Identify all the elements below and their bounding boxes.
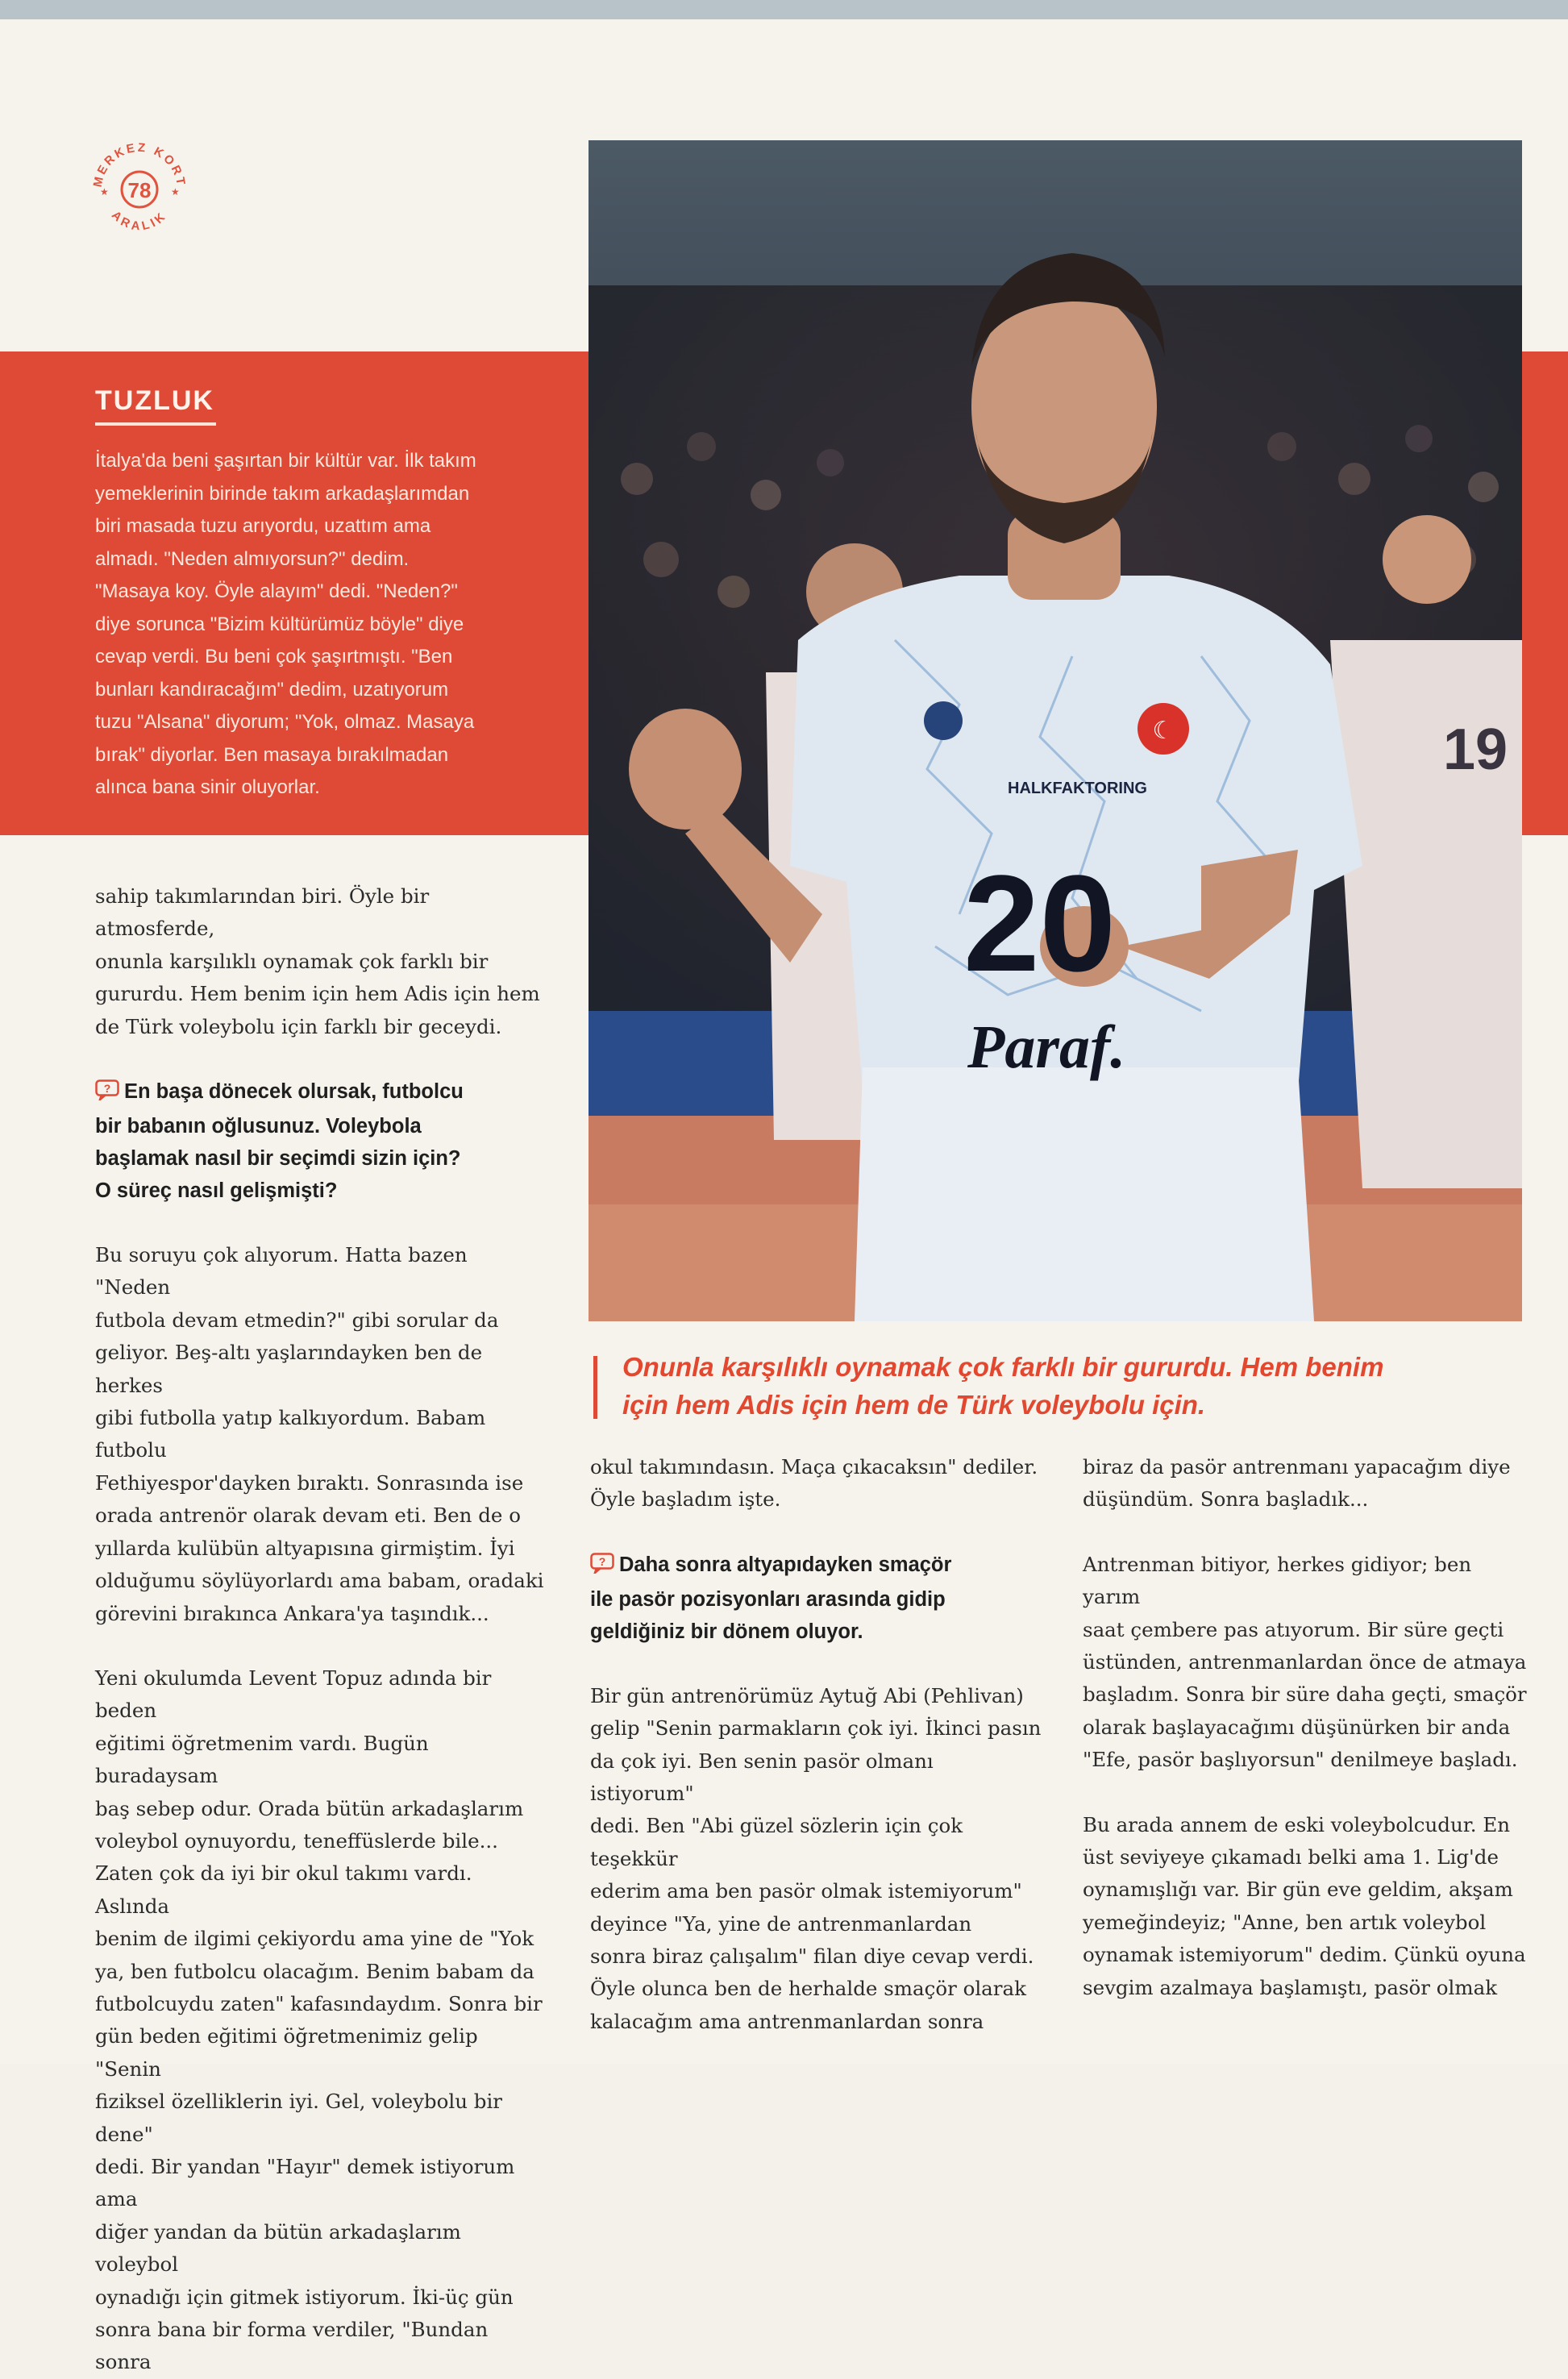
text-line: üstünden, antrenmanlardan önce de atmaya [1083,1650,1527,1674]
jersey-brand: Paraf. [967,1013,1126,1081]
quote-line: için hem Adis için hem de Türk voleybolu için. [622,1390,1206,1420]
paragraph [1083,1451,1534,1516]
text-line: cevap verdi. Bu beni çok şaşırtmıştı. "Ben [95,646,453,668]
text-line: dedi. Bir yandan "Hayır" demek istiyorum ama [95,2155,515,2211]
player-photo [589,140,1522,1321]
text-line: Daha sonra altyapıdayken smaçör [619,1553,952,1576]
merkez-kort-badge [87,137,192,242]
text-line: almadı. "Neden almıyorsun?" dedim. [95,547,410,570]
text-line: futbolcuydu zaten" kafasındaydım. Sonra bir [95,1991,543,2015]
back-player-number: 19 [1443,717,1508,782]
paragraph [1083,1549,1534,1777]
text-line: kalacağım ama antrenmanlardan sonra [590,2009,984,2033]
text-line: düşündüm. Sonra başladık... [1083,1487,1369,1512]
paragraph [95,1239,547,1630]
text-line: benim de ilgimi çekiyordu ama yine de "Yok [95,1927,534,1951]
text-line: İtalya'da beni şaşırtan bir kültür var. İlk takım [95,450,476,472]
svg-text:?: ? [103,1082,111,1096]
question-icon [95,1078,119,1110]
text-line: gün beden eğitimi öğretmenimiz gelip "Senin [95,2024,478,2081]
text-line: ile pasör pozisyonları arasında gidip [590,1587,946,1611]
text-line: "Masaya koy. Öyle alayım" dedi. "Neden?" [95,580,458,602]
text-line: sonra biraz çalışalım" filan diye cevap verdi. [590,1944,1034,1969]
text-line: geliyor. Beş-altı yaşlarındayken ben de herkes [95,1341,483,1397]
text-line: ederim ama ben pasör olmak istemiyorum" [590,1879,1022,1903]
text-line: alınca bana sinir oluyorlar. [95,776,320,798]
text-line: Yeni okulumda Levent Topuz adında bir beden [95,1666,492,1723]
text-line: Bu arada annem de eski voleybolcudur. En [1083,1812,1511,1836]
text-line: Zaten çok da iyi bir okul takımı vardı. Aslında [95,1861,472,1918]
text-line: Bir gün antrenörümüz Aytuğ Abi (Pehlivan) [590,1683,1024,1707]
text-line: Antrenman bitiyor, herkes gidiyor; ben yarım [1083,1552,1472,1609]
text-line: başladım. Sonra bir süre daha geçti, smaçör [1083,1682,1527,1707]
scan-top-edge [0,0,1568,19]
text-line: biraz da pasör antrenmanı yapacağım diye [1083,1455,1511,1479]
text-line: yemeğindeyiz; "Anne, ben artık voleybol [1083,1910,1487,1934]
text-line: onunla karşılıklı oynamak çok farklı bir [95,949,489,973]
text-line: orada antrenör olarak devam eti. Ben de o [95,1504,521,1528]
text-line: olarak başlayacağımı düşünürken bir anda [1083,1715,1511,1739]
text-line: dedi. Ben "Abi güzel sözlerin için çok teşekkür [590,1814,963,1870]
quote-line: Onunla karşılıklı oynamak çok farklı bir gururdu. Hem benim [622,1352,1384,1382]
text-line: görevini bırakınca Ankara'ya taşındık... [95,1601,489,1625]
article-column-1 [95,880,547,2379]
text-line: sevgim azalmaya başlamıştı, pasör olmak [1083,1975,1498,1999]
jersey-sponsor: HALKFAKTORING [1008,780,1147,797]
text-line: oynadığı için gitmek istiyorum. İki-üç gün [95,2285,514,2309]
text-line: Öyle olunca ben de herhalde smaçör olarak [590,1977,1026,2001]
text-line: deyince "Ya, yine de antrenmanlardan [590,1911,972,1936]
text-line: saat çembere pas atıyorum. Bir süre geçti [1083,1617,1504,1641]
svg-text:★: ★ [171,186,180,198]
badge-number: 78 [127,178,152,202]
text-line: ya, ben futbolcu olacağım. Benim babam da [95,1959,534,1983]
tuzluk-text [95,445,547,805]
text-line: eğitimi öğretmenim vardı. Bugün buradaysam [95,1731,429,1788]
paragraph [95,1662,547,2379]
paragraph [95,880,547,1043]
text-line: "Efe, pasör başlıyorsun" denilmeye başladı. [1083,1748,1518,1772]
text-line: En başa dönecek olursak, futbolcu [124,1080,464,1104]
text-line: diğer yandan da bütün arkadaşlarım voleybol [95,2219,461,2277]
text-line: de Türk voleybolu için farklı bir geceydi. [95,1014,502,1038]
text-line: geldiğiniz bir dönem oluyor. [590,1620,863,1643]
text-line: O süreç nasıl gelişmişti? [95,1179,338,1203]
text-line: yıllarda kulübün altyapısına girmiştim. İyi [95,1536,515,1560]
pull-quote [622,1348,1525,1424]
svg-text:★: ★ [100,186,109,198]
text-line: futbola devam etmedin?" gibi sorular da [95,1308,499,1332]
question-icon [590,1551,614,1583]
text-line: başlamak nasıl bir seçimdi sizin için? [95,1147,461,1171]
text-line: sonra bana bir forma verdiler, "Bundan sonra [95,2318,489,2374]
text-line: gibi futbolla yatıp kalkıyordum. Babam futbolu [95,1406,486,1462]
text-line: oynamak istemiyorum" dedim. Çünkü oyuna [1083,1943,1526,1967]
text-line: bir babanın oğlusunuz. Voleybola [95,1115,422,1138]
text-line: olduğumu söylüyorlardı ama babam, oradaki [95,1569,544,1593]
tuzluk-underline [95,422,216,426]
text-line: oynamışlığı var. Bir gün eve geldim, akşam [1083,1878,1513,1902]
text-line: tuzu "Alsana" diyorum; "Yok, olmaz. Masaya [95,711,475,733]
text-line: üst seviyeye çıkamadı belki ama 1. Lig'de [1083,1845,1499,1870]
text-line: sahip takımlarından biri. Öyle bir atmosferde, [95,884,430,941]
text-line: Bu soruyu çok alıyorum. Hatta bazen "Neden [95,1243,468,1300]
text-line: fiziksel özelliklerin iyi. Gel, voleybolu bir dene" [95,2090,502,2146]
text-line: da çok iyi. Ben senin pasör olmanı istiyorum" [590,1749,934,1806]
text-line: bunları kandıracağım" dedim, uzatıyorum [95,678,449,701]
svg-text:ARALIK [109,208,170,233]
jersey-number: 20 [963,847,1117,1000]
paragraph [590,1451,1042,1516]
badge-bottom-text: ARALIK [109,208,170,234]
text-line: Öyle başladım işte. [590,1487,781,1512]
interview-question [95,1075,547,1207]
text-line: yemeklerinin birinde takım arkadaşlarımdan [95,482,470,505]
text-line: diye sorunca "Bizim kültürümüz böyle" diye [95,613,464,635]
paragraph [1083,1809,1534,2004]
text-line: okul takımındasın. Maça çıkacaksın" dediler. [590,1455,1038,1479]
article-column-3 [1083,1451,1534,2004]
text-line: biri masada tuzu arıyordu, uzattım ama [95,515,431,537]
quote-bar [593,1356,597,1419]
interview-question [590,1549,1042,1648]
text-line: voleybol oynuyordu, teneffüslerde bile... [95,1828,498,1853]
text-line: gururdu. Hem benim için hem Adis için hem [95,982,540,1006]
text-line: bırak" diyorlar. Ben masaya bırakılmadan [95,743,449,766]
text-line: baş sebep odur. Orada bütün arkadaşlarım [95,1796,524,1820]
text-line: Fethiyespor'dayken bıraktı. Sonrasında ise [95,1470,524,1495]
tuzluk-title: TUZLUK [95,385,214,416]
svg-text:?: ? [598,1554,606,1568]
svg-text:☾: ☾ [1152,717,1175,745]
text-line: gelip "Senin parmakların çok iyi. İkinci pasın [590,1716,1042,1741]
badge-top-text: MERKEZ KORT [90,140,189,189]
article-column-2 [590,1451,1042,2038]
red-band-right [1520,351,1568,835]
paragraph [590,1680,1042,2038]
